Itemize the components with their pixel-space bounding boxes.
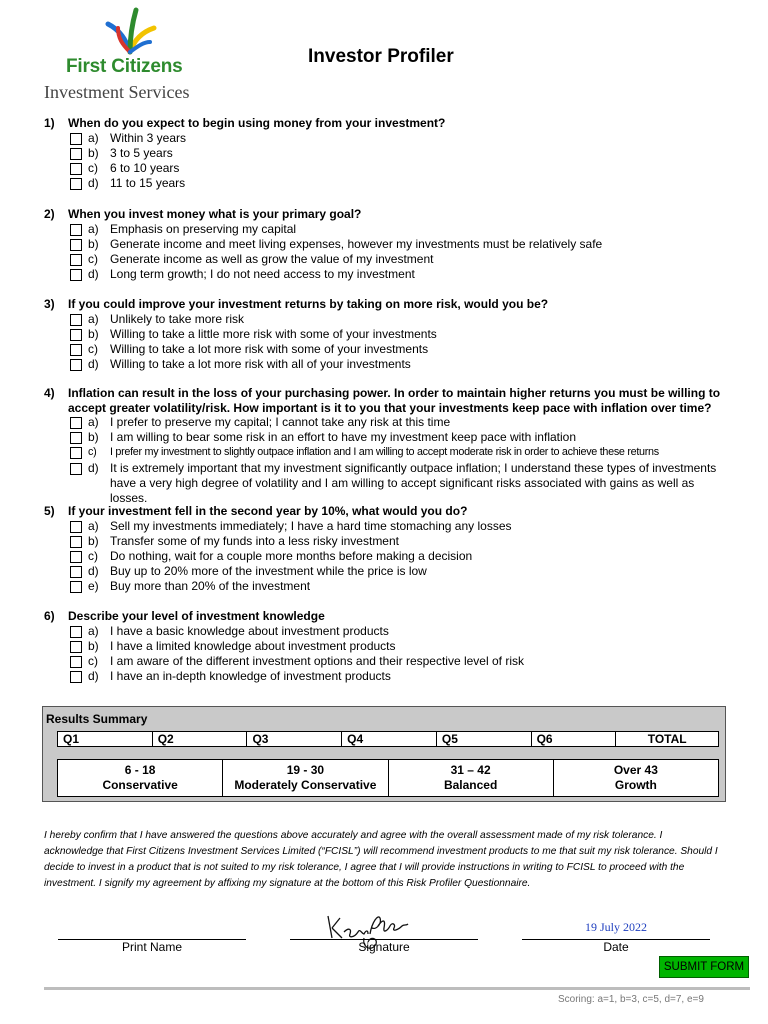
option-text: I prefer to preserve my capital; I cannot take any risk at this time (110, 415, 451, 429)
option-row[interactable] (70, 312, 728, 327)
question-heading (44, 504, 728, 519)
brand-name: First Citizens (66, 56, 183, 77)
option-checkbox[interactable] (70, 566, 82, 578)
option-row[interactable] (70, 176, 728, 191)
results-summary (42, 706, 726, 802)
question-number: 6) (44, 609, 55, 623)
option-letter: b) (88, 533, 99, 548)
option-letter: c) (88, 341, 98, 356)
option-row[interactable] (70, 267, 728, 282)
question-4 (44, 386, 728, 505)
option-row[interactable] (70, 669, 728, 684)
category-range: 19 - 30 (286, 763, 325, 777)
option-row[interactable] (70, 415, 728, 430)
date-value[interactable]: 19 July 2022 (584, 920, 647, 934)
question-heading (44, 297, 728, 312)
option-text: Long term growth; I do not need access to my investment (110, 267, 415, 282)
option-checkbox[interactable] (70, 269, 82, 281)
option-checkbox[interactable] (70, 178, 82, 190)
option-letter: b) (88, 638, 99, 653)
option-text: Sell my investments immediately; I have a hard time stomaching any losses (110, 518, 512, 533)
option-text: Unlikely to take more risk (110, 311, 245, 326)
question-2 (44, 207, 728, 282)
option-checkbox[interactable] (70, 671, 82, 683)
category-label: Balanced (443, 778, 498, 792)
option-row[interactable] (70, 534, 728, 549)
option-letter: d) (88, 460, 99, 475)
option-text: Generate income and meet living expenses, however my investments must be relatively safe (110, 236, 603, 251)
scoring-note: Scoring: a=1, b=3, c=5, d=7, e=9 (558, 994, 704, 1005)
option-row[interactable] (70, 445, 728, 460)
option-text: I have a limited knowledge about investment products (110, 638, 396, 653)
option-letter: a) (88, 311, 99, 326)
question-text: Describe your level of investment knowledge (68, 609, 325, 623)
option-checkbox[interactable] (70, 254, 82, 266)
option-text: I prefer my investment to slightly outpace inflation and I am willing to accept moderate risk in order to achieve these returns (110, 446, 659, 459)
option-text: 6 to 10 years (110, 160, 180, 175)
option-letter: c) (88, 446, 97, 459)
option-letter: a) (88, 130, 99, 145)
category-balanced (389, 760, 554, 796)
option-checkbox[interactable] (70, 359, 82, 371)
category-label: Moderately Conservative (234, 778, 377, 792)
disclaimer-text: I hereby confirm that I have answered the questions above accurately and agree with the overall assessment made of my risk tolerance. I acknowledge that First Citizens Investment Services Limited (“FCISL”) will recommend investment products to me that suit my risk tolerance. Should I decide to invest in a product that is not suited to my risk tolerance, I agree that I will provide instructions in writing to FCISL to proceed with the investment. I signify my agreement by affixing my signature at the bottom of this Risk Profiler Questionnaire. (44, 830, 718, 889)
option-checkbox[interactable] (70, 224, 82, 236)
option-checkbox[interactable] (70, 163, 82, 175)
option-checkbox[interactable] (70, 447, 82, 459)
option-letter: c) (88, 653, 98, 668)
question-text: If you could improve your investment returns by taking on more risk, would you be? (68, 297, 549, 311)
option-checkbox[interactable] (70, 521, 82, 533)
option-letter: e) (88, 579, 99, 594)
category-range: 6 - 18 (124, 763, 156, 777)
footer-divider (44, 987, 750, 990)
category-label: Conservative (102, 778, 178, 792)
category-conservative (58, 760, 223, 796)
option-checkbox[interactable] (70, 329, 82, 341)
option-text: Transfer some of my funds into a less risky investment (110, 533, 399, 548)
score-header-q3: Q3 (247, 732, 342, 746)
option-letter: b) (88, 326, 99, 341)
option-letter: c) (88, 160, 98, 175)
option-text: Buy up to 20% more of the investment while the price is low (110, 564, 427, 579)
question-5 (44, 504, 728, 594)
option-row[interactable] (70, 519, 728, 534)
option-text: I am aware of the different investment options and their respective level of risk (110, 653, 524, 668)
submit-form-button[interactable]: SUBMIT FORM (659, 956, 749, 978)
option-text: Emphasis on preserving my capital (110, 221, 297, 236)
option-row[interactable] (70, 624, 728, 639)
option-checkbox[interactable] (70, 551, 82, 563)
option-checkbox[interactable] (70, 314, 82, 326)
option-checkbox[interactable] (70, 148, 82, 160)
option-text: It is extremely important that my investment significantly outpace inflation; I understand these types of investments have a very high degree of volatility and I am willing to accept significant risks associated with gains as well as losses. (110, 460, 717, 505)
option-checkbox[interactable] (70, 536, 82, 548)
option-text: Willing to take a lot more risk with some of your investments (110, 341, 429, 356)
question-text: If your investment fell in the second year by 10%, what would you do? (68, 504, 468, 518)
print-name-label: Print Name (121, 940, 183, 954)
option-letter: d) (88, 669, 99, 684)
option-checkbox[interactable] (70, 626, 82, 638)
option-letter: b) (88, 145, 99, 160)
question-text: Inflation can result in the loss of your purchasing power. In order to maintain higher returns you must be willing to accept greater volatility/risk. How important is it to you that your investments keep pace with inflation over time? (68, 386, 721, 415)
option-checkbox[interactable] (70, 432, 82, 444)
question-1 (44, 116, 728, 191)
option-checkbox[interactable] (70, 417, 82, 429)
option-text: Generate income as well as grow the value of my investment (110, 251, 434, 266)
option-letter: a) (88, 518, 99, 533)
option-letter: c) (88, 548, 98, 563)
option-letter: b) (88, 430, 99, 445)
score-header-q2: Q2 (153, 732, 248, 746)
question-number: 5) (44, 504, 55, 518)
option-row[interactable] (70, 252, 728, 267)
question-number: 4) (44, 386, 55, 400)
option-text: I have a basic knowledge about investment products (110, 623, 389, 638)
option-row[interactable] (70, 639, 728, 654)
option-text: Buy more than 20% of the investment (110, 579, 311, 594)
signature-label: Signature (358, 940, 410, 954)
brand-subtitle: Investment Services (44, 82, 190, 102)
option-checkbox[interactable] (70, 641, 82, 653)
question-6 (44, 609, 728, 684)
score-header-q6: Q6 (532, 732, 617, 746)
option-row[interactable] (70, 460, 728, 505)
question-number: 2) (44, 207, 55, 221)
score-header-row (57, 731, 719, 747)
option-text: 3 to 5 years (110, 145, 173, 160)
category-moderately-conservative (223, 760, 388, 796)
question-text: When you invest money what is your primary goal? (68, 207, 362, 221)
option-text: I am willing to bear some risk in an effort to have my investment keep pace with inflation (110, 430, 577, 445)
option-row[interactable] (70, 146, 728, 161)
category-range: Over 43 (613, 763, 658, 777)
option-row[interactable] (70, 357, 728, 372)
question-number: 1) (44, 116, 55, 130)
option-text: 11 to 15 years (110, 176, 186, 191)
option-row[interactable] (70, 430, 728, 445)
score-header-total: TOTAL (647, 732, 687, 746)
option-text: Within 3 years (110, 130, 187, 145)
option-letter: a) (88, 221, 99, 236)
option-row[interactable] (70, 327, 728, 342)
option-checkbox[interactable] (70, 239, 82, 251)
question-3 (44, 297, 728, 372)
option-text: I have an in-depth knowledge of investment products (110, 669, 391, 684)
option-text: Do nothing, wait for a couple more months before making a decision (110, 548, 473, 563)
question-number: 3) (44, 297, 55, 311)
option-checkbox[interactable] (70, 656, 82, 668)
option-letter: d) (88, 176, 99, 191)
option-letter: d) (88, 357, 99, 372)
question-heading (44, 609, 728, 624)
option-text: Willing to take a little more risk with some of your investments (110, 326, 437, 341)
option-row[interactable] (70, 549, 728, 564)
option-row[interactable] (70, 131, 728, 146)
option-checkbox[interactable] (70, 581, 82, 593)
category-row (57, 759, 719, 797)
option-checkbox[interactable] (70, 463, 82, 475)
option-text: Willing to take a lot more risk with all of your investments (110, 357, 411, 372)
brand-mark-icon (100, 6, 160, 56)
score-header-q4: Q4 (342, 732, 437, 746)
question-heading (44, 116, 728, 131)
option-letter: d) (88, 564, 99, 579)
brand-logo (40, 6, 220, 102)
option-row[interactable] (70, 579, 728, 594)
option-letter: b) (88, 236, 99, 251)
question-heading (44, 386, 728, 415)
category-range: 31 – 42 (450, 763, 491, 777)
option-row[interactable] (70, 237, 728, 252)
page-title: Investor Profiler (308, 46, 454, 67)
option-row[interactable] (70, 342, 728, 357)
option-letter: d) (88, 267, 99, 282)
category-growth (554, 760, 718, 796)
option-letter: c) (88, 251, 98, 266)
option-letter: a) (88, 623, 99, 638)
option-row[interactable] (70, 161, 728, 176)
option-row[interactable] (70, 222, 728, 237)
option-row[interactable] (70, 654, 728, 669)
option-checkbox[interactable] (70, 133, 82, 145)
option-checkbox[interactable] (70, 344, 82, 356)
score-header-q5: Q5 (437, 732, 532, 746)
question-heading (44, 207, 728, 222)
category-label: Growth (614, 778, 657, 792)
results-title: Results Summary (46, 712, 148, 726)
score-header-q1: Q1 (58, 732, 153, 746)
option-row[interactable] (70, 564, 728, 579)
question-text: When do you expect to begin using money from your investment? (68, 116, 446, 130)
date-label: Date (603, 940, 629, 954)
option-letter: a) (88, 415, 99, 429)
